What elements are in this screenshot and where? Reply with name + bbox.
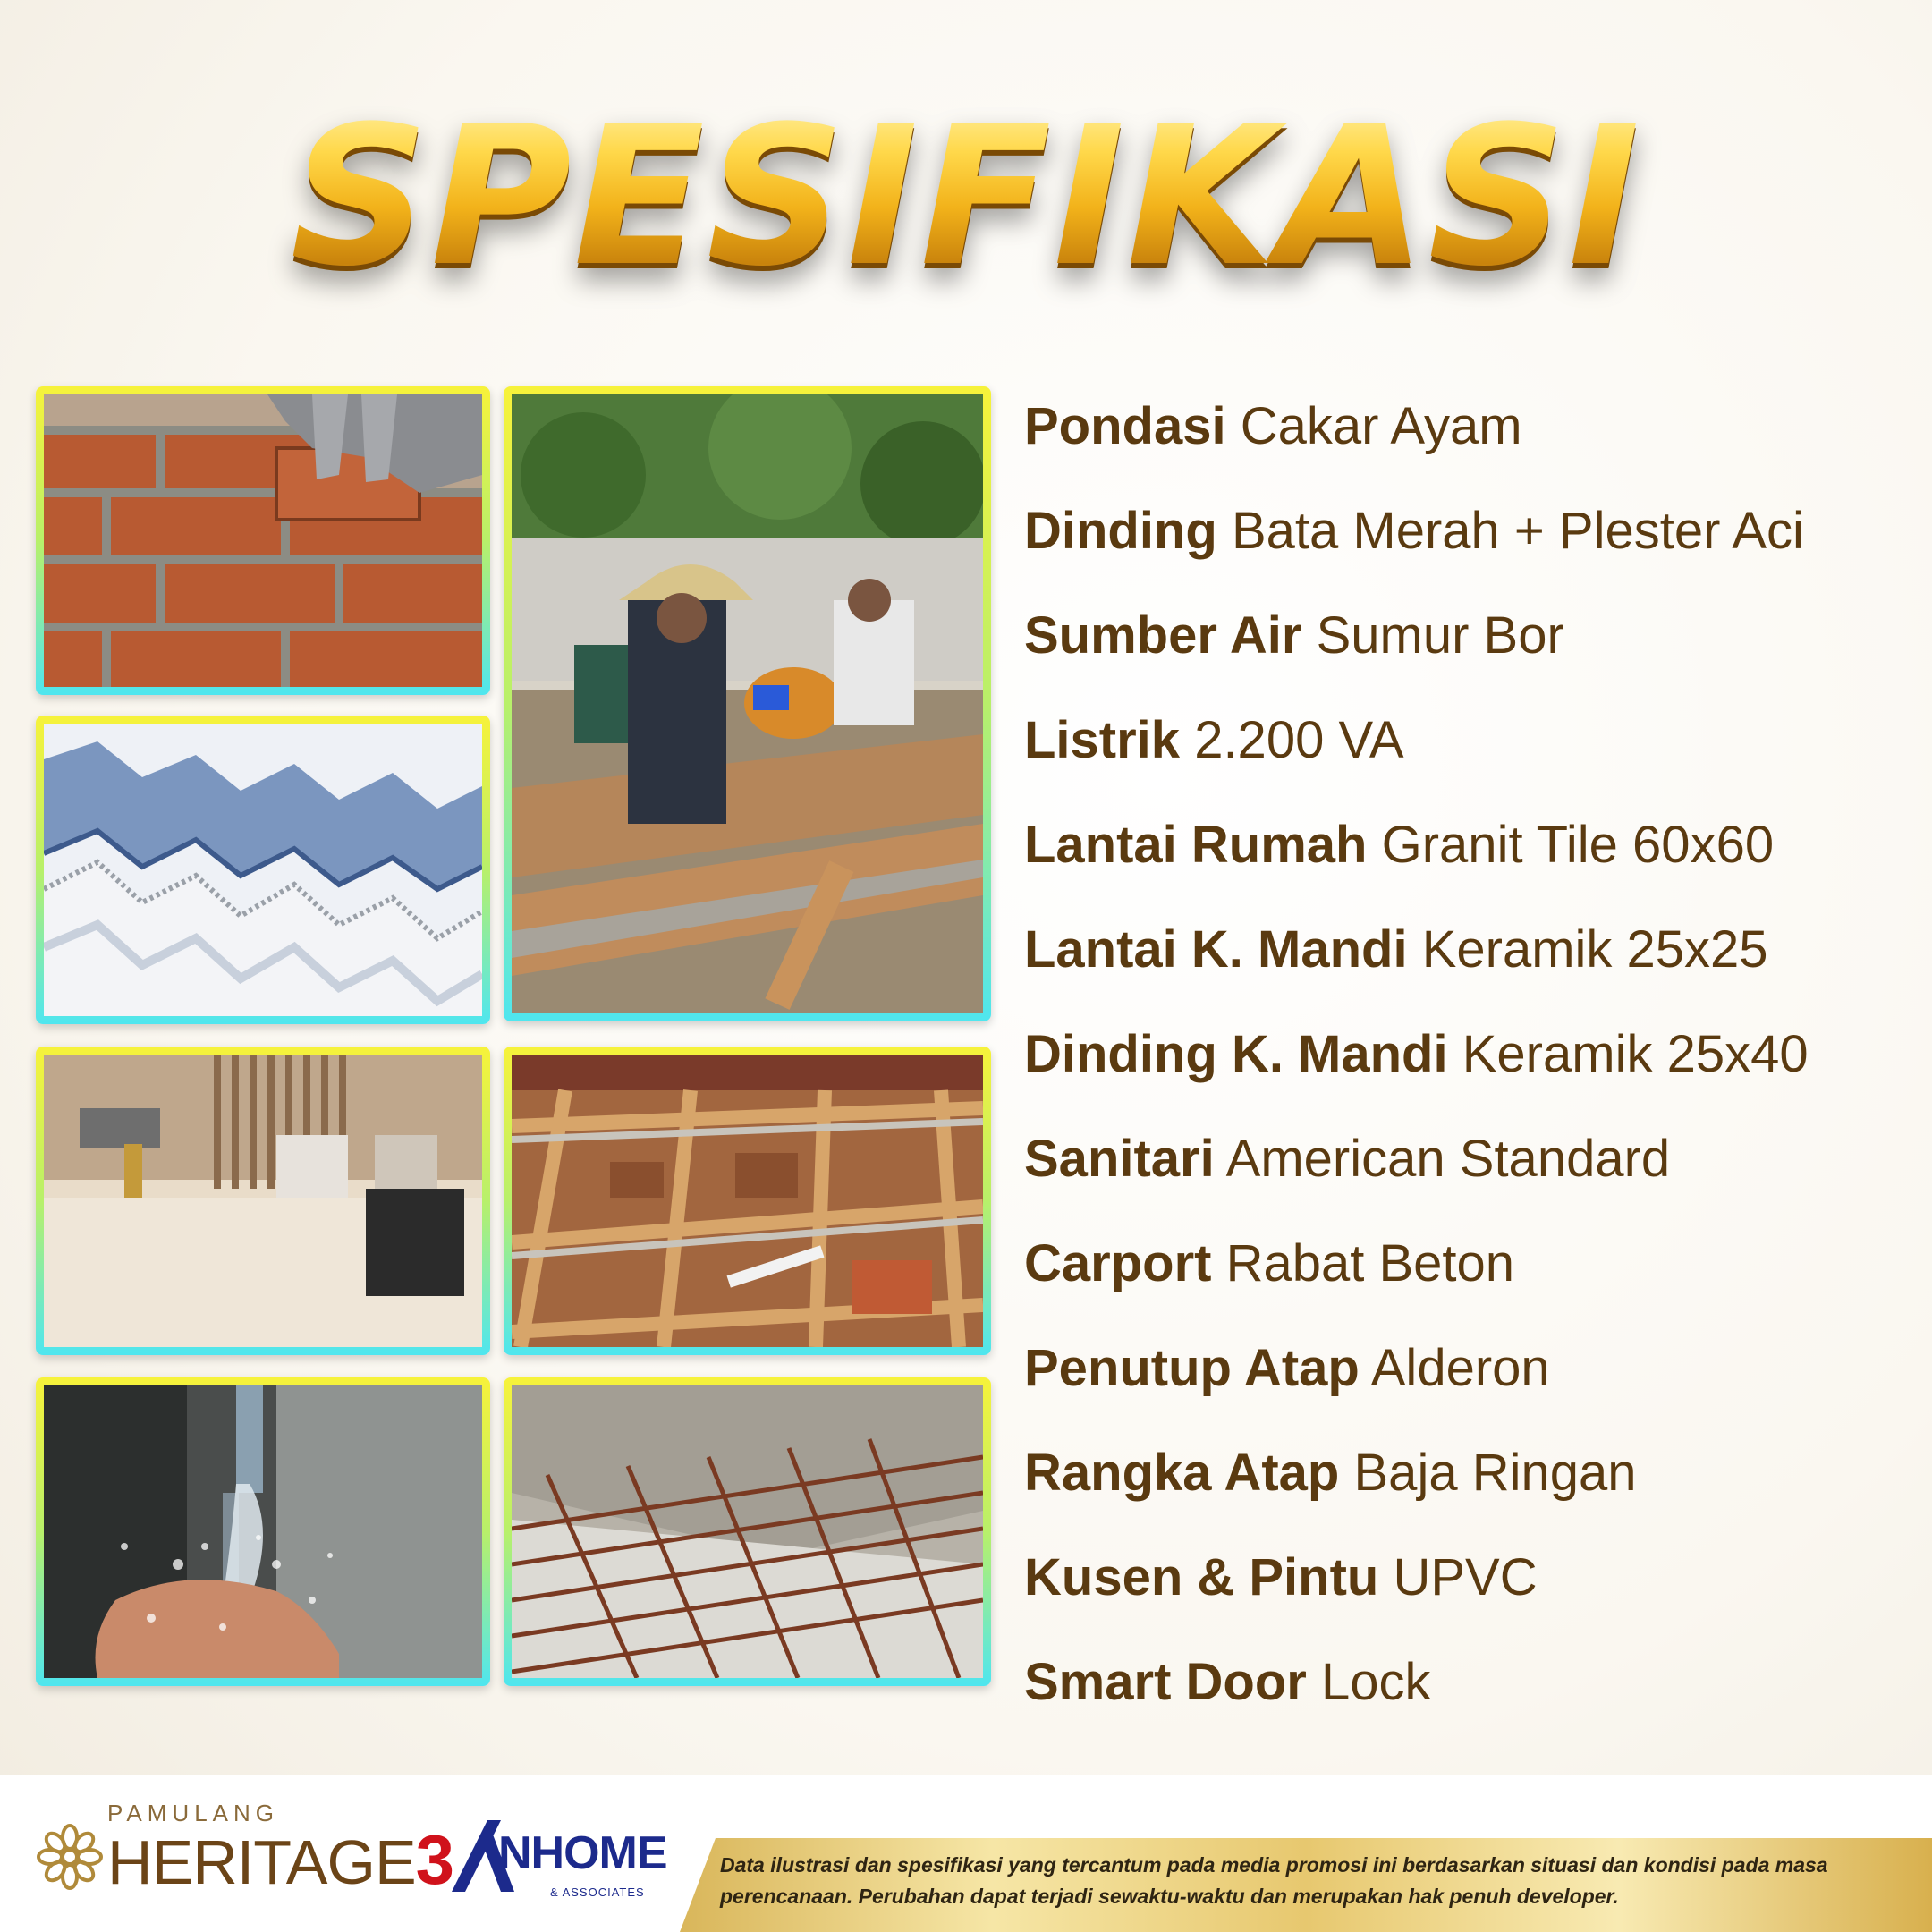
spec-row-sumber-air <box>1024 583 1919 688</box>
spec-row-listrik <box>1024 688 1919 792</box>
spec-key: Smart Door <box>1024 1653 1307 1711</box>
spec-value: Keramik 25x25 <box>1421 920 1768 979</box>
formwork-photo <box>504 1046 991 1355</box>
spec-row-dinding-k-mandi <box>1024 1002 1919 1106</box>
granite-floor-photo <box>36 1046 490 1355</box>
disclaimer-text: Data ilustrasi dan spesifikasi yang tercantum pada media promosi ini berdasarkan situasi dan kondisi pada masa perencanaan. Perubahan dapat terjadi sewaktu-waktu dan merupakan hak penuh developer. <box>720 1853 1828 1908</box>
partner-subtitle: & ASSOCIATES <box>550 1885 645 1899</box>
spec-value: Granit Tile 60x60 <box>1381 816 1775 874</box>
spec-key: Pondasi <box>1024 397 1226 455</box>
spec-row-smart-door <box>1024 1630 1919 1734</box>
spec-key: Rangka Atap <box>1024 1444 1340 1502</box>
spec-value: Cakar Ayam <box>1240 397 1522 455</box>
spec-value: American Standard <box>1225 1130 1671 1188</box>
logo-subtitle: PAMULANG <box>107 1800 279 1826</box>
spec-row-carport <box>1024 1211 1919 1316</box>
spec-key: Penutup Atap <box>1024 1339 1360 1397</box>
nhome-logo <box>452 1816 667 1914</box>
spec-value: UPVC <box>1393 1548 1538 1606</box>
logo-title-text: HERITAGE <box>107 1827 416 1897</box>
spec-key: Listrik <box>1024 711 1181 769</box>
partner-name: NHOME <box>498 1827 667 1879</box>
spec-key: Lantai Rumah <box>1024 816 1368 874</box>
spec-row-rangka-atap <box>1024 1420 1919 1525</box>
ornament-flower-icon <box>36 1823 104 1891</box>
spec-key: Dinding <box>1024 502 1217 560</box>
spec-row-kusen-pintu <box>1024 1525 1919 1630</box>
spec-row-lantai-k-mandi <box>1024 897 1919 1002</box>
spec-value: Baja Ringan <box>1353 1444 1637 1502</box>
logo-title <box>107 1819 453 1902</box>
spec-row-sanitari <box>1024 1106 1919 1211</box>
spec-row-penutup-atap <box>1024 1316 1919 1420</box>
spec-value: Rabat Beton <box>1225 1234 1515 1292</box>
spec-value: 2.200 VA <box>1194 711 1404 769</box>
page-title: SPESIFIKASI <box>0 85 1932 309</box>
spec-key: Kusen & Pintu <box>1024 1548 1379 1606</box>
pamulang-heritage-logo <box>36 1796 454 1921</box>
logo-number: 3 <box>415 1820 454 1899</box>
spec-value: Bata Merah + Plester Aci <box>1231 502 1804 560</box>
spec-key: Sanitari <box>1024 1130 1215 1188</box>
spec-list <box>1024 374 1919 1734</box>
roof-sheet-photo <box>36 716 490 1024</box>
bricks-photo <box>36 386 490 695</box>
spec-key: Lantai K. Mandi <box>1024 920 1408 979</box>
spec-value: Sumur Bor <box>1316 606 1564 665</box>
spec-row-lantai-rumah <box>1024 792 1919 897</box>
spec-value: Lock <box>1320 1653 1431 1711</box>
rebar-concrete-photo <box>504 1377 991 1686</box>
foundation-pour-photo <box>504 386 991 1021</box>
spec-row-pondasi <box>1024 374 1919 479</box>
spec-value: Alderon <box>1370 1339 1550 1397</box>
spec-key: Dinding K. Mandi <box>1024 1025 1448 1083</box>
spec-key: Sumber Air <box>1024 606 1302 665</box>
water-photo <box>36 1377 490 1686</box>
spec-row-dinding <box>1024 479 1919 583</box>
spec-key: Carport <box>1024 1234 1212 1292</box>
spec-value: Keramik 25x40 <box>1462 1025 1809 1083</box>
